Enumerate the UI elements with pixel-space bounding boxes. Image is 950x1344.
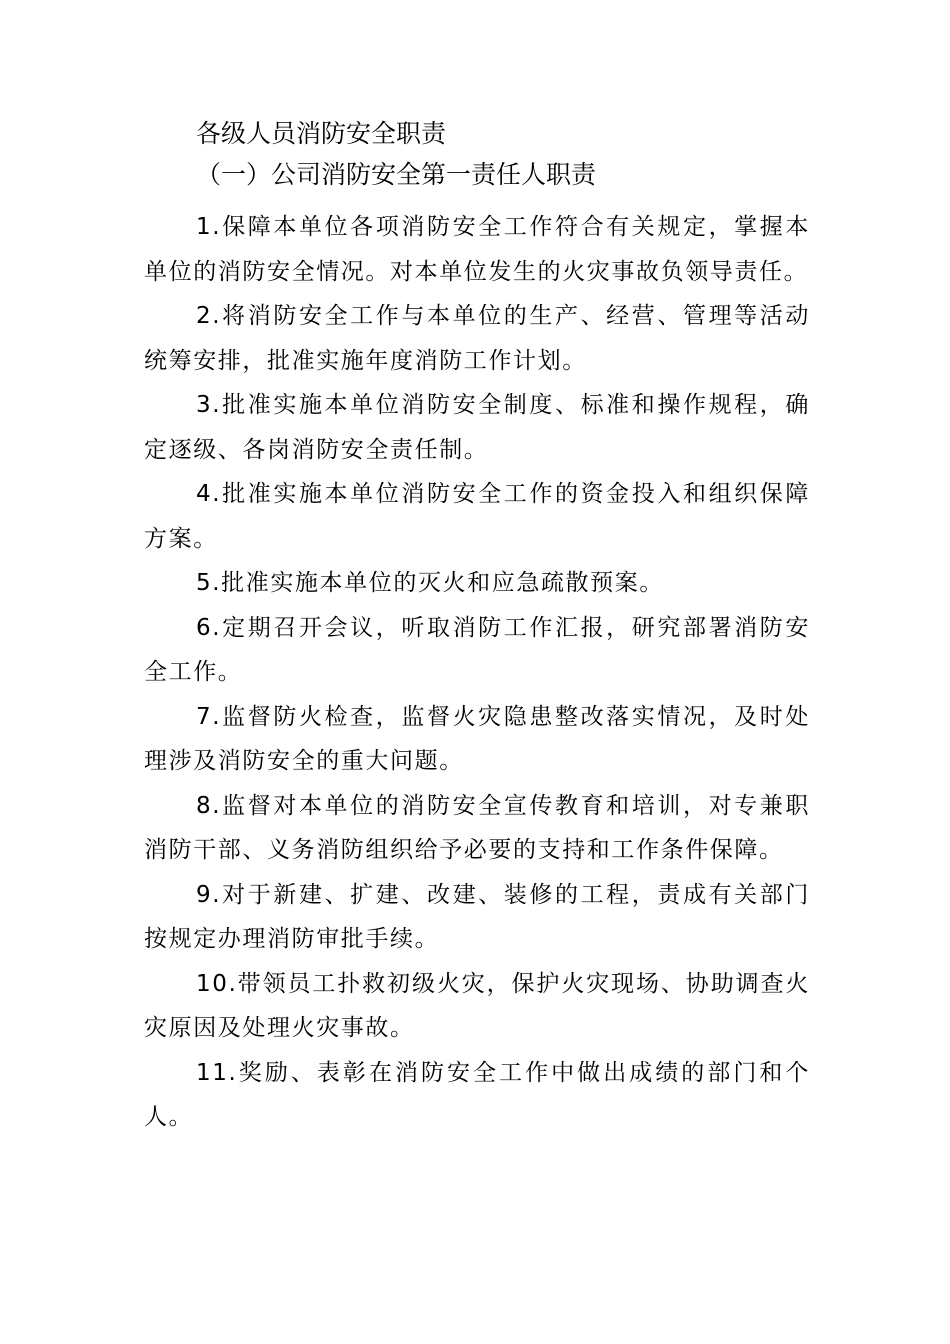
duty-item-2: 2.将消防安全工作与本单位的生产、经营、管理等活动统筹安排，批准实施年度消防工作计划。 — [144, 303, 810, 374]
duty-item-6: 6.定期召开会议，听取消防工作汇报，研究部署消防安全工作。 — [144, 614, 810, 685]
document-title: 各级人员消防安全职责 — [196, 119, 447, 148]
duty-list — [144, 205, 810, 1140]
duty-item-11: 11.奖励、表彰在消防安全工作中做出成绩的部门和个人。 — [144, 1059, 810, 1130]
duty-item-3: 3.批准实施本单位消防安全制度、标准和操作规程，确定逐级、各岗消防安全责任制。 — [144, 392, 810, 463]
duty-item-10: 10.带领员工扑救初级火灾，保护火灾现场、协助调查火灾原因及处理火灾事故。 — [144, 970, 810, 1041]
duty-item-5: 5.批准实施本单位的灭火和应急疏散预案。 — [196, 570, 664, 596]
section-heading: （一）公司消防安全第一责任人职责 — [196, 160, 597, 189]
duty-item-8: 8.监督对本单位的消防安全宣传教育和培训，对专兼职消防干部、义务消防组织给予必要的支持和工作条件保障。 — [144, 792, 810, 863]
duty-item-1: 1.保障本单位各项消防安全工作符合有关规定，掌握本单位的消防安全情况。对本单位发生的火灾事故负领导责任。 — [144, 214, 810, 285]
duty-item-4: 4.批准实施本单位消防安全工作的资金投入和组织保障方案。 — [144, 481, 810, 552]
duty-item-7: 7.监督防火检查，监督火灾隐患整改落实情况，及时处理涉及消防安全的重大问题。 — [144, 703, 810, 774]
duty-item-9: 9.对于新建、扩建、改建、装修的工程，责成有关部门按规定办理消防审批手续。 — [144, 881, 810, 952]
